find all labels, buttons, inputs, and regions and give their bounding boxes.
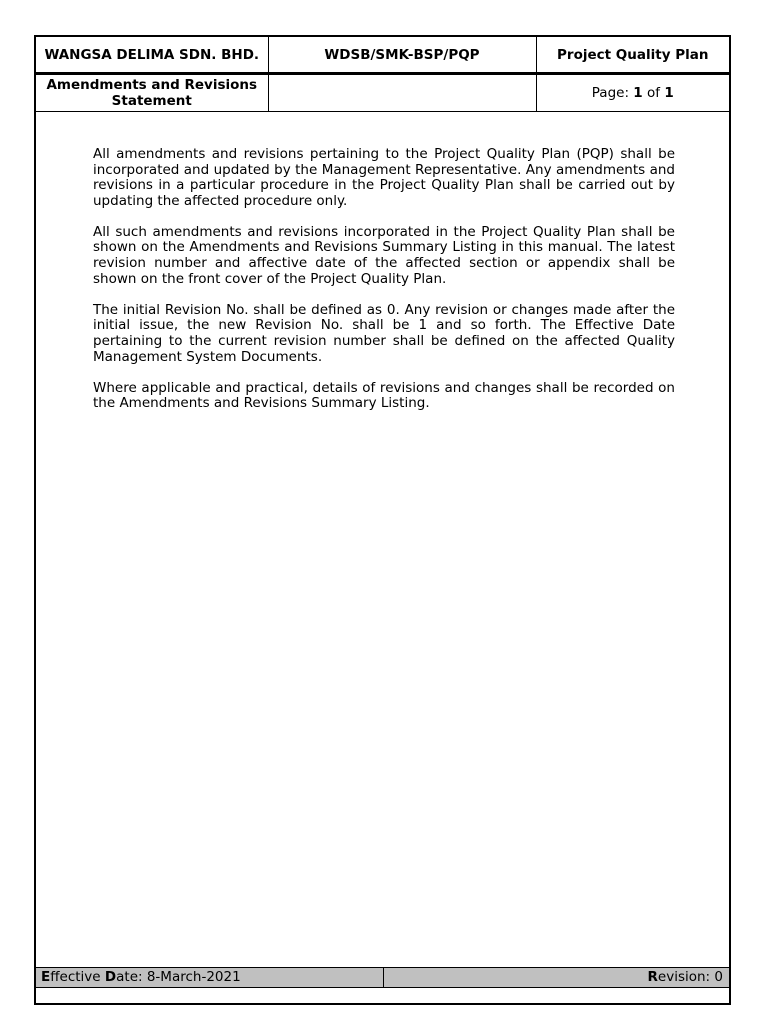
paragraph: Where applicable and practical, details of revisions and changes shall be recorded on the Amendments and Revisions Summary Listing. — [93, 379, 675, 412]
document-frame — [34, 35, 731, 1005]
paragraph: All amendments and revisions pertaining to the Project Quality Plan (PQP) shall be incorporated and updated by the Management Representative. Any amendments and revisions in a particular procedure in the Project Quality Plan shall be carried out by updating the affected procedure only. — [93, 146, 675, 209]
effective-initial-e: E — [41, 969, 51, 985]
effective-initial-d: D — [104, 969, 117, 985]
effective-date-value: 8-March-2021 — [146, 969, 241, 985]
company-name: WANGSA DELIMA SDN. BHD. — [36, 37, 268, 74]
paragraph: The initial Revision No. shall be defined as 0. Any revision or changes made after the initial issue, the new Revision No. shall be 1 and so forth. The Effective Date pertaining to the current revision number shall be defined on the affected Quality Management System Documents. — [93, 301, 675, 365]
effective-date — [36, 968, 384, 987]
revision-word: evision: — [657, 969, 715, 985]
page-number — [536, 74, 729, 112]
document-code: WDSB/SMK-BSP/PQP — [268, 37, 536, 74]
revision-value: 0 — [714, 969, 723, 985]
body-text — [93, 147, 675, 427]
page-of: of — [647, 85, 661, 101]
page-current: 1 — [633, 85, 643, 101]
revision — [384, 968, 729, 987]
header-table — [36, 37, 729, 112]
page-total: 1 — [664, 85, 674, 101]
footer-bar — [36, 967, 729, 988]
blank-cell — [268, 74, 536, 112]
paragraph: All such amendments and revisions incorporated in the Project Quality Plan shall be shown on the Amendments and Revisions Summary Listing in this manual. The latest revision number and affective date of the affected section or appendix shall be shown on the front cover of the Project Quality Plan. — [93, 223, 675, 287]
date-word: ate: — [116, 969, 147, 985]
document-title: Project Quality Plan — [536, 37, 729, 74]
revision-initial-r: R — [647, 969, 658, 985]
section-title: Amendments and Revisions Statement — [36, 74, 268, 112]
effective-word: ffective — [50, 969, 105, 985]
page-label: Page: — [591, 85, 629, 101]
